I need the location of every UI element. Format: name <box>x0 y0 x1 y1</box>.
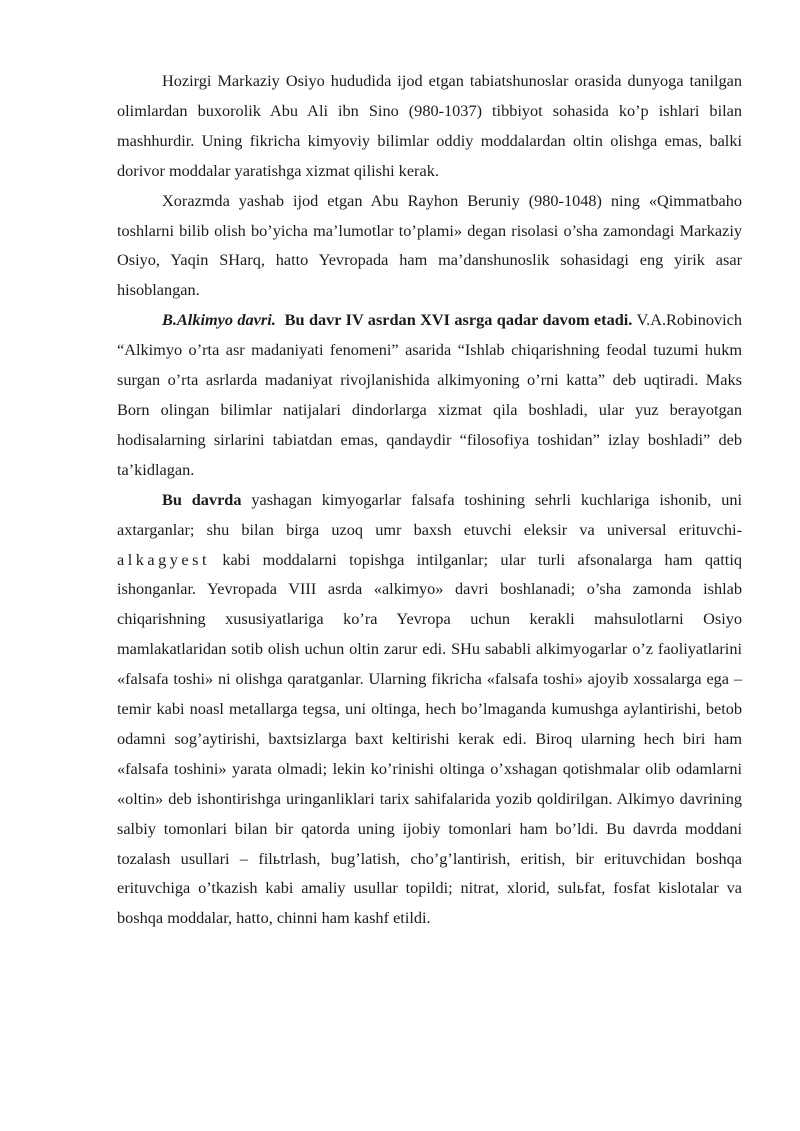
paragraph-alchemists-text-a: yashagan kimyogarlar falsafa toshining sehrli kuchlariga ishonib, uni axtarganlar; shu bilan birga uzoq umr baxsh etuvchi eleksir va universal erituvchi- <box>117 489 743 539</box>
document-page <box>117 66 742 933</box>
paragraph-ibn-sino: Hozirgi Markaziy Osiyo hududida ijod etgan tabiatshunoslar orasida dunyoga tanilgan olimlardan buxorolik Abu Ali ibn Sino (980-1037) tibbiyot sohasida ko’p ishlari bilan mashhurdir. Uning fikricha kimyoviy bilimlar oddiy moddalardan oltin olishga emas, balki dorivor moddalar yaratishga xizmat qilishi kerak. <box>117 71 742 180</box>
paragraph-alchemists-text-b: kabi moddalarni topishga intilganlar; ular turli afsonalarga ham qattiq ishonganlar. Yevropada VIII asrda «alkimyo» davri boshlanadi; o’sha zamonda ishlab chiqarishning xususiyatlariga ko’ra Yevropa uchun kerakli mahsulotlarni Osiyo mamlakatlaridan sotib olish uchun oltin zarur edi. SHu sababli alkimyogarlar o’z faoliyatlarini «falsafa toshi» ni olishga qaratganlar. Ularning fikricha «falsafa toshi» ajoyib xossalarga ega – temir kabi noasl metallarga tegsa, uni oltinga, hech bo’lmaganda kumushga aylantirishi, betob odamni sog’aytirishi, baxtsizlarga baxt keltirishi kerak edi. Biroq ularning hech biri ham «falsafa toshini» yarata olmadi; lekin ko’rinishi oltinga o’xshagan qotishmalar olib odamlarni «oltin» deb ishontirishga uringanliklari tarix sahifalarida yozib qoldirilgan. Alkimyo davrining salbiy tomonlari bilan bir qatorda uning ijobiy tomonlari ham bo’ldi. Bu davrda moddani tozalash usullari – filьtrlash, bug’latish, cho’g’lantirish, eritish, bir erituvchidan boshqa erituvchiga o’tkazish kabi amaliy usullar topildi; nitrat, xlorid, sulьfat, fosfat kislotalar va boshqa moddalar, hatto, chinni ham kashf etildi. <box>117 549 742 928</box>
paragraph-alchemists <box>117 485 742 934</box>
section-heading-subtitle: Bu davr IV asrdan XVI asrga qadar davom etadi. <box>284 310 633 330</box>
spaced-term: alkagyest <box>117 549 210 569</box>
paragraph-alchemy-era <box>117 305 742 484</box>
section-heading-title: B.Alkimyo davri. <box>162 310 276 330</box>
paragraph-lead-bold: Bu davrda <box>162 489 242 509</box>
paragraph-beruniy: Xorazmda yashab ijod etgan Abu Rayhon Beruniy (980-1048) ning «Qimmatbaho toshlarni bilib olish bo’yicha ma’lumotlar to’plami» degan risolasi o’sha zamondagi Markaziy Osiyo, Yaqin SHarq, hatto Yevropada ham ma’danshunoslik sohasidagi eng yirik asar hisoblangan. <box>117 190 742 300</box>
paragraph-alchemy-era-text: V.A.Robinovich “Alkimyo o’rta asr madaniyati fenomeni” asarida “Ishlab chiqarishning feodal tuzumi hukm surgan o’rta asrlarda madaniyat rivojlanishida alkimyoning o’rni katta” deb uqtiradi. Maks Born olingan bilimlar natijalari dindorlarga xizmat qila boshladi, ular yuz berayotgan hodisalarning sirlarini tabiatdan emas, qandaydir “filosofiya toshidan” izlay boshladi” deb ta’kidlagan. <box>117 310 743 479</box>
